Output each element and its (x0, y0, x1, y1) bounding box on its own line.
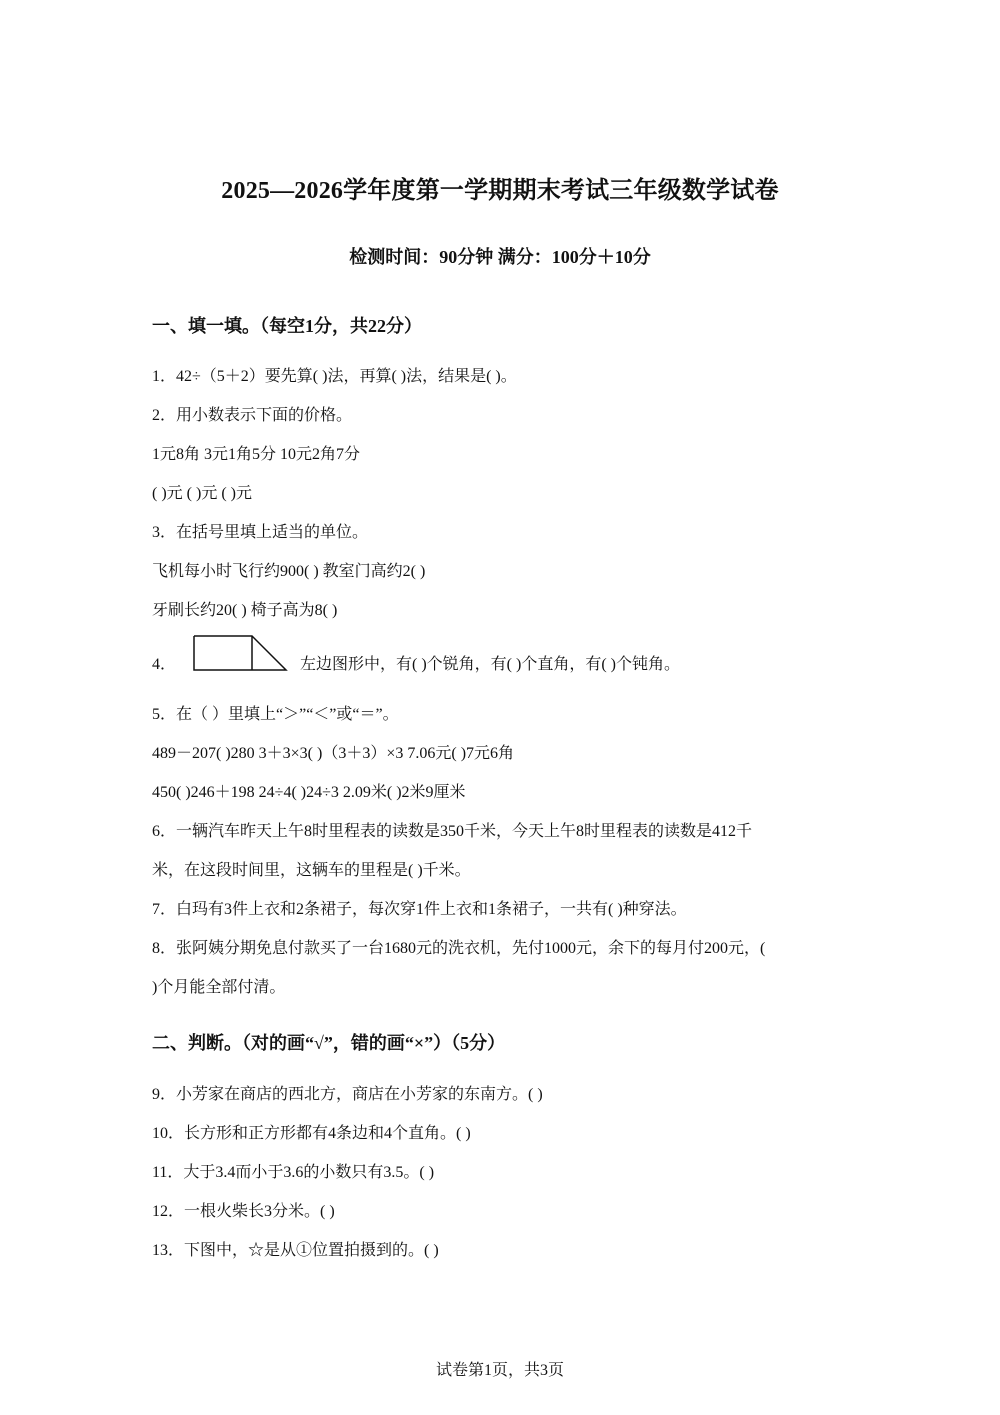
question-13: 13．下图中，☆是从①位置拍摄到的。( ) (152, 1242, 439, 1259)
section-2-heading: 二、判断。（对的画“√”，错的画“×”）（5分） (152, 1033, 506, 1053)
page-footer: 试卷第1页，共3页 (435, 1362, 564, 1379)
exam-subtitle: 检测时间：90分钟 满分：100分＋10分 (349, 247, 651, 267)
question-3-line-1: 飞机每小时飞行约900( ) 教室门高约2( ) (152, 563, 426, 580)
question-8-line-2: )个月能全部付清。 (152, 979, 286, 996)
question-2: 2．用小数表示下面的价格。 (152, 407, 353, 424)
question-4-text: 左边图形中，有( )个锐角，有( )个直角，有( )个钝角。 (300, 656, 680, 673)
question-1: 1．42÷（5＋2）要先算( )法，再算( )法，结果是( )。 (152, 368, 517, 385)
question-6-line-1: 6．一辆汽车昨天上午8时里程表的读数是350千米，今天上午8时里程表的读数是412千 (152, 823, 753, 840)
question-5: 5．在（ ）里填上“＞”“＜”或“＝”。 (152, 706, 399, 723)
question-5-line-1: 489－207( )280 3＋3×3( )（3＋3）×3 7.06元( )7元6角 (152, 745, 515, 762)
question-2-answers: ( )元 ( )元 ( )元 (152, 485, 252, 502)
question-4-number: 4． (152, 656, 177, 673)
question-3: 3．在括号里填上适当的单位。 (152, 524, 369, 541)
question-12: 12．一根火柴长3分米。( ) (152, 1203, 335, 1220)
question-8-line-1: 8．张阿姨分期免息付款买了一台1680元的洗衣机，先付1000元，余下的每月付200元，( (152, 940, 766, 957)
question-3-line-2: 牙刷长约20( ) 椅子高为8( ) (152, 602, 338, 619)
section-1-heading: 一、填一填。（每空1分，共22分） (152, 316, 422, 336)
trapezoid-figure (192, 634, 288, 672)
question-11: 11．大于3.4而小于3.6的小数只有3.5。( ) (152, 1164, 435, 1181)
question-10: 10．长方形和正方形都有4条边和4个直角。( ) (152, 1125, 471, 1142)
exam-title: 2025—2026学年度第一学期期末考试三年级数学试卷 (221, 178, 779, 204)
question-5-line-2: 450( )246＋198 24÷4( )24÷3 2.09米( )2米9厘米 (152, 784, 466, 801)
question-7: 7．白玛有3件上衣和2条裙子，每次穿1件上衣和1条裙子，一共有( )种穿法。 (152, 901, 687, 918)
question-6-line-2: 米，在这段时间里，这辆车的里程是( )千米。 (152, 862, 471, 879)
question-9: 9．小芳家在商店的西北方，商店在小芳家的东南方。( ) (152, 1086, 543, 1103)
question-2-prices: 1元8角 3元1角5分 10元2角7分 (152, 446, 361, 463)
